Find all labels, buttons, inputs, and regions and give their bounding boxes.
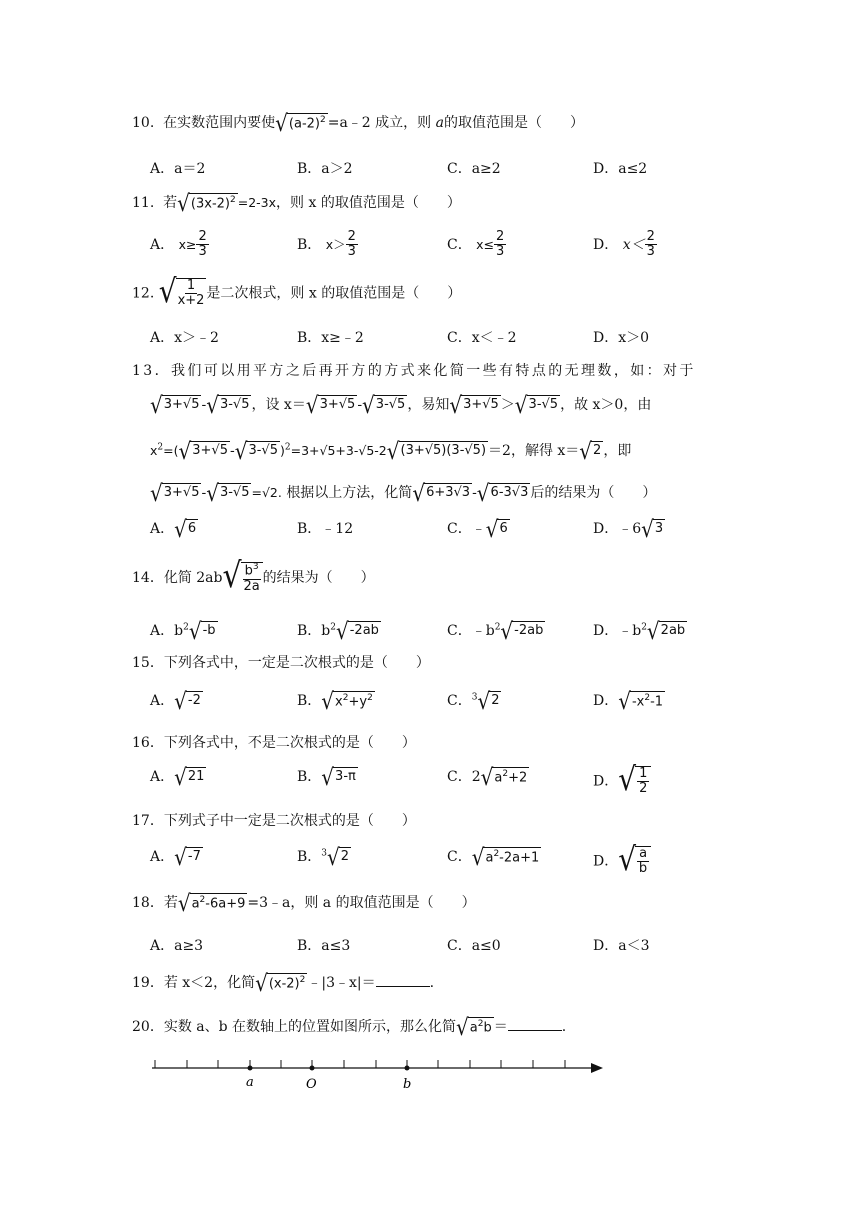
axis-label-b: b — [403, 1077, 412, 1092]
option-c: C．﹣ √ 6 — [447, 515, 508, 543]
sqrt-expression: √ $a^2b$ — [456, 1012, 492, 1041]
option-a: A． √ 6 — [150, 515, 197, 543]
option-c: C．a≤0 — [447, 938, 501, 954]
q13-line4: √ 3+√5 - √ 3-√5 =√2. 根据以上方法，化简 √ 6+3√3 - √ 6-3√3 后的结果为（ ） — [150, 479, 657, 507]
sqrt-expression: √ $(x-2)^2$ — [255, 968, 306, 997]
option-c: C． √ $a^2-2a+1$ — [447, 842, 540, 871]
option-a: A．x＞﹣2 — [150, 330, 219, 346]
question-12: 12. √ $\frac{1}{x+2}$ 是二次根式，则 x 的取值范围是（ ） — [132, 272, 462, 311]
option-d: D．x＞0 — [593, 330, 650, 346]
option-d: D．$﹣b^2$ √ 2ab — [593, 617, 686, 645]
option-b: B．a≤3 — [297, 938, 351, 954]
option-b: B．﹣12 — [297, 521, 354, 537]
option-c: C．x＜﹣2 — [447, 330, 517, 346]
q13-line3: $x^2=$( √ 3+√5 - √ 3-√5 )$^2$=3+√5+3-√5-2 √ (3+√5)(3-√5) ＝2，解得 x＝ √ 2 ，即 — [150, 437, 632, 465]
option-c: C．$﹣b^2$ √ -2ab — [447, 617, 544, 645]
sqrt-expression: √ $a^2-6a+9$ — [177, 888, 246, 917]
question-16: 16．下列各式中，不是二次根式的是（ ） — [132, 735, 416, 751]
option-d: D．﹣6 √ 3 — [593, 515, 664, 543]
option-b: B．$b^2$ √ -2ab — [297, 617, 379, 645]
answer-blank[interactable] — [508, 1018, 562, 1031]
sqrt-expression: √ $(3x-2)^2$ — [177, 188, 236, 217]
option-d: D． √ $-x^2-1$ — [593, 686, 664, 715]
option-c: C．$^3$ √ 2 — [447, 687, 500, 715]
question-17: 17．下列式子中一定是二次根式的是（ ） — [132, 813, 416, 829]
question-15: 15．下列各式中，一定是二次根式的是（ ） — [132, 655, 430, 671]
option-d: D． x＜ $\frac{2}{3}$ — [593, 229, 655, 260]
option-c: C．2 √ $a^2+2$ — [447, 762, 528, 791]
option-a: A．a≥3 — [150, 938, 204, 954]
option-d: D． √ $\frac{a}{b}$ — [593, 846, 651, 877]
option-a: A． x≥ $\frac{2}{3}$ — [150, 229, 207, 260]
option-a: A． √ -2 — [150, 687, 201, 715]
question-18: 18．若 √ $a^2-6a+9$ =3﹣a，则 a 的取值范围是（ ） — [132, 888, 476, 917]
option-d: D． √ $\frac{1}{2}$ — [593, 766, 651, 797]
option-a: A． √ 21 — [150, 763, 205, 791]
sqrt-fraction: √ $\frac{b^3}{2a}$ — [222, 562, 262, 594]
question-13: 13．我们可以用平方之后再开方的方式来化简一些有特点的无理数，如：对于 — [132, 363, 696, 379]
option-b: B．x≥﹣2 — [297, 330, 364, 346]
question-20: 20．实数 a、b 在数轴上的位置如图所示，那么化简 √ $a^2b$ ＝ . — [132, 1012, 567, 1041]
option-b: B． x＞ $\frac{2}{3}$ — [297, 229, 356, 260]
sqrt-expression: √ $(a-2)^2$ — [275, 108, 326, 137]
option-b: B． √ $x^2+y^2$ — [297, 686, 373, 715]
option-a: A．a＝2 — [150, 161, 206, 177]
question-10: 10. 在实数范围内要使 √ $(a-2)^2$ =a﹣2 成立，则 a的取值范围是（ ） — [132, 108, 584, 137]
axis-label-origin: O — [306, 1077, 317, 1092]
number-line — [0, 1050, 860, 1130]
answer-blank[interactable] — [376, 974, 430, 987]
option-b: B．$^3$ √ 2 — [297, 843, 350, 871]
option-a: A． √ -7 — [150, 843, 201, 871]
q13-line2: √ 3+√5 - √ 3-√5 ，设 x＝ √ 3+√5 - √ 3-√5 ，易知 √ 3+√5 ＞ √ 3-√5 ，故 x＞0，由 — [150, 391, 652, 419]
option-d: D．a≤2 — [593, 161, 648, 177]
option-b: B．a＞2 — [297, 161, 353, 177]
question-14: 14．化简 2ab √ $\frac{b^3}{2a}$ 的结果为（ ） — [132, 556, 375, 597]
option-d: D．a＜3 — [593, 938, 650, 954]
option-c: C． x≤ $\frac{2}{3}$ — [447, 229, 505, 260]
sqrt-fraction: √ $\frac{1}{x+2}$ — [158, 272, 205, 311]
question-19: 19．若 x＜2，化简 √ $(x-2)^2$ ﹣|3﹣x|＝ . — [132, 968, 435, 997]
option-a: A．$b^2$ √ -b — [150, 617, 216, 645]
question-11: 11. 若 √ $(3x-2)^2$ =2-3x，则 x 的取值范围是（ ） — [132, 188, 461, 217]
option-c: C．a≥2 — [447, 161, 501, 177]
axis-label-a: a — [246, 1075, 254, 1090]
option-b: B． √ 3-π — [297, 763, 356, 791]
